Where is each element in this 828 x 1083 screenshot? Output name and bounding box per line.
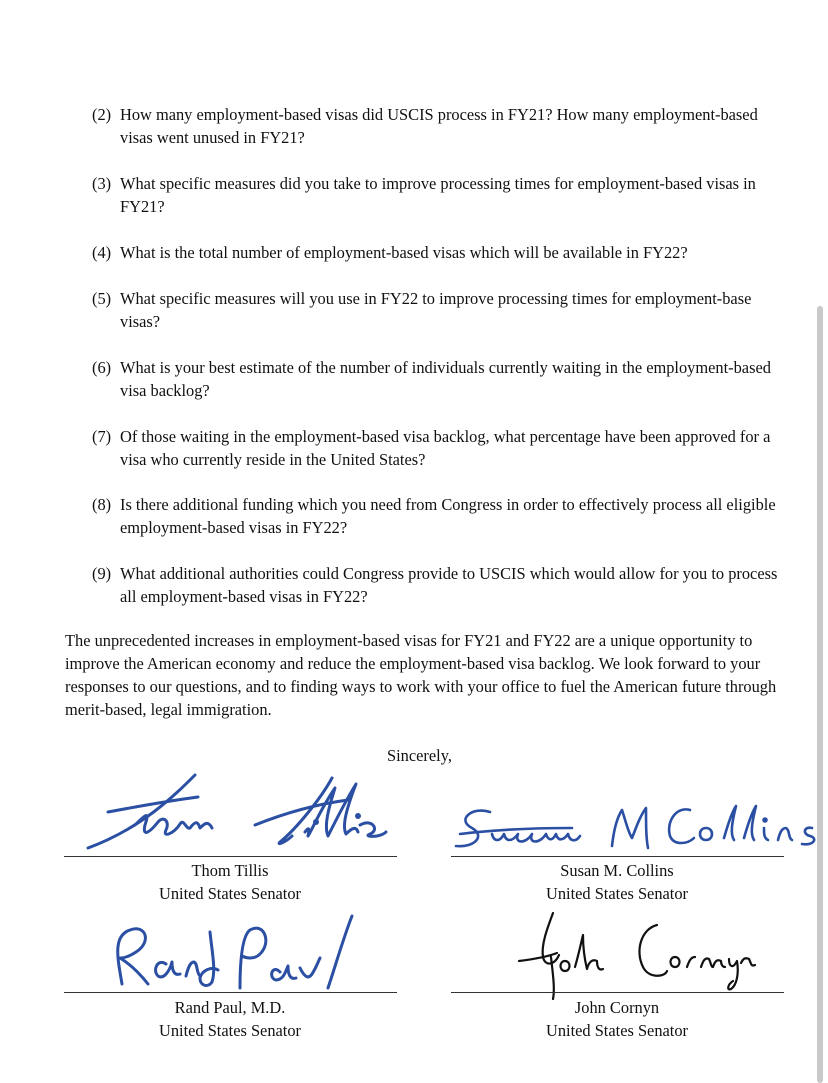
signer-name: Thom Tillis <box>191 861 269 880</box>
signature-rand-paul <box>100 912 360 994</box>
question-text: What additional authorities could Congress provide to USCIS which would allow for you to process all employment-based visas in FY22? <box>120 564 778 606</box>
signer-name: John Cornyn <box>574 998 660 1017</box>
signer-title: United States Senator <box>158 1021 302 1040</box>
signer-name: Susan M. Collins <box>560 861 674 880</box>
question-text: Of those waiting in the employment-based visa backlog, what percentage have been approved for a visa who currently reside in the United States? <box>120 427 771 469</box>
question-item <box>92 172 792 218</box>
question-item <box>92 562 792 608</box>
signature-line <box>451 992 784 993</box>
closing-paragraph: The unprecedented increases in employment-based visas for FY21 and FY22 are a unique opportunity to improve the American economy and reduce the employment-based visa backlog. We look forward to your responses to our questions, and to finding ways to work with your office to fuel the American future through merit-based, legal immigration. <box>65 631 777 719</box>
question-item <box>92 287 792 333</box>
question-item <box>92 241 792 264</box>
question-item <box>92 493 792 539</box>
signer-title: United States Senator <box>158 884 302 903</box>
question-text: What specific measures did you take to improve processing times for employment-based visas in FY21? <box>120 174 756 216</box>
question-number: (9) <box>92 564 112 583</box>
question-number: (8) <box>92 495 112 514</box>
signature-line <box>64 992 397 993</box>
signature-susan-collins <box>452 798 828 858</box>
question-text: How many employment-based visas did USCIS process in FY21? How many employment-based visas went unused in FY21? <box>120 105 758 147</box>
question-text: What specific measures will you use in FY22 to improve processing times for employment-base visas? <box>120 289 752 331</box>
question-text: Is there additional funding which you need from Congress in order to effectively process all eligible employment-based visas in FY22? <box>120 495 776 537</box>
question-number: (2) <box>92 105 112 124</box>
signature-thom-tillis <box>80 770 390 855</box>
question-number: (3) <box>92 174 112 193</box>
signature-john-cornyn <box>515 905 760 1000</box>
question-item <box>92 356 792 402</box>
question-text: What is the total number of employment-based visas which will be available in FY22? <box>120 243 688 262</box>
signature-line <box>451 856 784 857</box>
question-number: (4) <box>92 243 112 262</box>
question-item <box>92 103 792 149</box>
signer-title: United States Senator <box>545 1021 689 1040</box>
question-number: (6) <box>92 358 112 377</box>
question-text: What is your best estimate of the number of individuals currently waiting in the employment-based visa backlog? <box>120 358 771 400</box>
vertical-scrollbar[interactable] <box>817 306 823 1083</box>
question-number: (7) <box>92 427 112 446</box>
signer-title: United States Senator <box>545 884 689 903</box>
question-item <box>92 425 792 471</box>
closing-salutation: Sincerely, <box>387 746 452 765</box>
signer-name: Rand Paul, M.D. <box>174 998 286 1017</box>
question-number: (5) <box>92 289 112 308</box>
signature-line <box>64 856 397 857</box>
